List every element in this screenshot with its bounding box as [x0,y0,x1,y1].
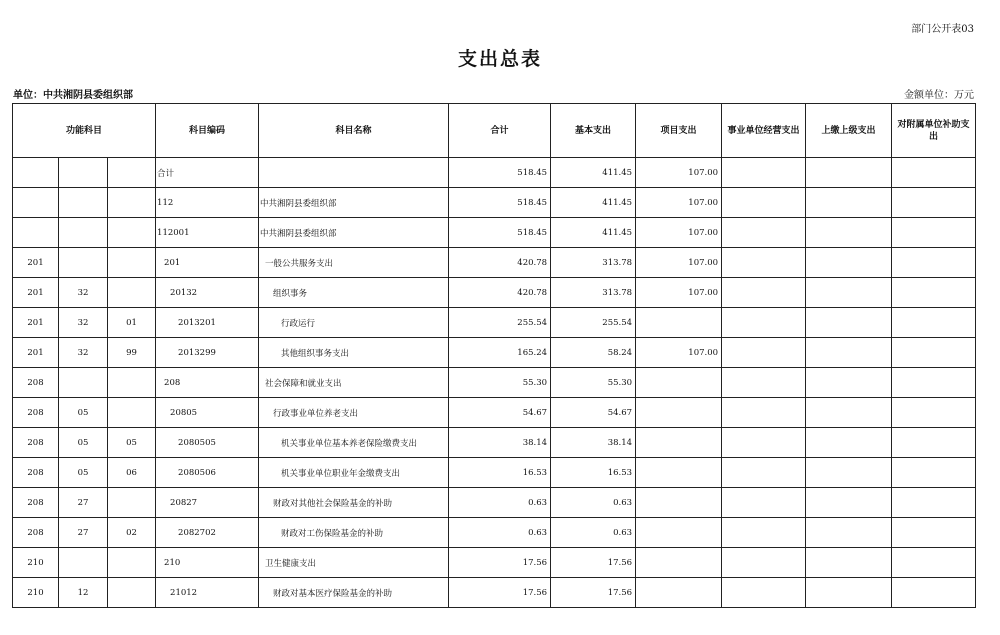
func-sub-cell [108,548,156,578]
name-cell: 中共湘阴县委组织部 [259,218,449,248]
subsidy-cell [892,218,976,248]
upper-cell [806,518,892,548]
project-cell [636,368,722,398]
basic-cell: 411.45 [551,158,636,188]
func-sub-cell: 06 [108,458,156,488]
subsidy-cell [892,578,976,608]
func-sub-cell [108,218,156,248]
func-sub-cell [108,188,156,218]
name-cell: 行政运行 [259,308,449,338]
form-number: 部门公开表03 [911,24,974,35]
project-cell: 107.00 [636,248,722,278]
code-cell: 2082702 [156,518,259,548]
func-item-cell: 05 [59,428,108,458]
project-cell [636,578,722,608]
func-sub-cell [108,158,156,188]
subsidy-cell [892,158,976,188]
upper-cell [806,368,892,398]
total-cell: 518.45 [449,188,551,218]
func-sub-cell [108,488,156,518]
table-row [13,248,976,278]
upper-cell [806,188,892,218]
func-class-cell: 210 [13,548,59,578]
table-row [13,578,976,608]
upper-cell [806,248,892,278]
func-item-cell: 27 [59,488,108,518]
func-class-cell: 208 [13,518,59,548]
project-cell [636,518,722,548]
basic-cell: 55.30 [551,368,636,398]
subsidy-cell [892,398,976,428]
project-cell [636,488,722,518]
func-class-cell: 208 [13,398,59,428]
name-cell: 机关事业单位基本养老保险缴费支出 [259,428,449,458]
operation-cell [722,548,806,578]
subsidy-cell [892,548,976,578]
code-cell: 2080506 [156,458,259,488]
basic-cell: 58.24 [551,338,636,368]
basic-cell: 0.63 [551,488,636,518]
func-item-cell: 05 [59,398,108,428]
code-cell: 2013201 [156,308,259,338]
table-row [13,488,976,518]
name-cell: 财政对工伤保险基金的补助 [259,518,449,548]
project-cell: 107.00 [636,188,722,218]
func-sub-cell [108,578,156,608]
subsidy-cell [892,368,976,398]
name-cell: 一般公共服务支出 [259,248,449,278]
name-cell: 财政对基本医疗保险基金的补助 [259,578,449,608]
name-cell: 卫生健康支出 [259,548,449,578]
header-project: 项目支出 [636,104,722,158]
table-row [13,368,976,398]
total-cell: 17.56 [449,548,551,578]
subsidy-cell [892,458,976,488]
name-cell: 其他组织事务支出 [259,338,449,368]
project-cell: 107.00 [636,158,722,188]
basic-cell: 17.56 [551,548,636,578]
table-row [13,338,976,368]
func-item-cell [59,368,108,398]
subsidy-cell [892,248,976,278]
total-cell: 420.78 [449,248,551,278]
basic-cell: 54.67 [551,398,636,428]
name-cell: 机关事业单位职业年金缴费支出 [259,458,449,488]
basic-cell: 255.54 [551,308,636,338]
operation-cell [722,488,806,518]
header-subsidy: 对附属单位补助支出 [892,104,976,158]
func-class-cell: 208 [13,488,59,518]
name-cell: 行政事业单位养老支出 [259,398,449,428]
table-row [13,458,976,488]
code-cell: 2080505 [156,428,259,458]
basic-cell: 0.63 [551,518,636,548]
code-cell: 112 [156,188,259,218]
total-cell: 16.53 [449,458,551,488]
total-cell: 55.30 [449,368,551,398]
table-row [13,428,976,458]
func-sub-cell [108,278,156,308]
expenditure-table [12,103,976,608]
total-cell: 420.78 [449,278,551,308]
upper-cell [806,488,892,518]
header-upper: 上缴上级支出 [806,104,892,158]
subsidy-cell [892,338,976,368]
table-row [13,398,976,428]
func-class-cell: 201 [13,338,59,368]
name-cell: 组织事务 [259,278,449,308]
func-item-cell: 32 [59,308,108,338]
basic-cell: 17.56 [551,578,636,608]
operation-cell [722,458,806,488]
table-row [13,308,976,338]
func-sub-cell: 02 [108,518,156,548]
subsidy-cell [892,488,976,518]
operation-cell [722,278,806,308]
project-cell [636,428,722,458]
operation-cell [722,398,806,428]
basic-cell: 38.14 [551,428,636,458]
func-item-cell [59,548,108,578]
operation-cell [722,368,806,398]
upper-cell [806,578,892,608]
upper-cell [806,548,892,578]
upper-cell [806,218,892,248]
func-class-cell [13,218,59,248]
name-cell: 中共湘阴县委组织部 [259,188,449,218]
func-class-cell: 210 [13,578,59,608]
operation-cell [722,248,806,278]
project-cell [636,398,722,428]
project-cell [636,308,722,338]
operation-cell [722,428,806,458]
basic-cell: 411.45 [551,188,636,218]
total-cell: 17.56 [449,578,551,608]
func-class-cell: 201 [13,308,59,338]
upper-cell [806,458,892,488]
header-func: 功能科目 [13,104,156,158]
upper-cell [806,428,892,458]
func-sub-cell [108,248,156,278]
upper-cell [806,158,892,188]
code-cell: 20132 [156,278,259,308]
code-cell: 112001 [156,218,259,248]
money-unit-label: 金额单位：万元 [904,90,974,101]
func-class-cell [13,158,59,188]
code-cell: 208 [156,368,259,398]
project-cell [636,548,722,578]
func-item-cell [59,188,108,218]
project-cell: 107.00 [636,218,722,248]
upper-cell [806,338,892,368]
code-cell: 20827 [156,488,259,518]
table-header-row [13,104,976,158]
total-cell: 0.63 [449,488,551,518]
operation-cell [722,158,806,188]
code-cell: 合计 [156,158,259,188]
table-row [13,278,976,308]
header-basic: 基本支出 [551,104,636,158]
page-title: 支出总表 [457,48,542,70]
table-row [13,218,976,248]
operation-cell [722,308,806,338]
func-sub-cell: 01 [108,308,156,338]
name-cell [259,158,449,188]
upper-cell [806,308,892,338]
project-cell: 107.00 [636,278,722,308]
func-class-cell: 208 [13,428,59,458]
func-item-cell: 32 [59,278,108,308]
code-cell: 21012 [156,578,259,608]
name-cell: 社会保障和就业支出 [259,368,449,398]
func-item-cell: 27 [59,518,108,548]
func-sub-cell [108,398,156,428]
subsidy-cell [892,278,976,308]
header-operation: 事业单位经营支出 [722,104,806,158]
table-row [13,158,976,188]
subsidy-cell [892,308,976,338]
operation-cell [722,218,806,248]
total-cell: 38.14 [449,428,551,458]
code-cell: 20805 [156,398,259,428]
total-cell: 255.54 [449,308,551,338]
func-item-cell: 05 [59,458,108,488]
table-row [13,548,976,578]
basic-cell: 313.78 [551,278,636,308]
operation-cell [722,578,806,608]
subsidy-cell [892,188,976,218]
subsidy-cell [892,428,976,458]
func-item-cell: 32 [59,338,108,368]
func-sub-cell [108,368,156,398]
func-class-cell: 201 [13,278,59,308]
upper-cell [806,398,892,428]
total-cell: 165.24 [449,338,551,368]
total-cell: 0.63 [449,518,551,548]
basic-cell: 313.78 [551,248,636,278]
operation-cell [722,338,806,368]
total-cell: 518.45 [449,218,551,248]
subsidy-cell [892,518,976,548]
func-class-cell: 201 [13,248,59,278]
table-row [13,518,976,548]
func-sub-cell: 99 [108,338,156,368]
project-cell: 107.00 [636,338,722,368]
func-item-cell: 12 [59,578,108,608]
unit-label: 单位：中共湘阴县委组织部 [13,90,133,101]
upper-cell [806,278,892,308]
basic-cell: 411.45 [551,218,636,248]
code-cell: 2013299 [156,338,259,368]
code-cell: 210 [156,548,259,578]
operation-cell [722,188,806,218]
table-row [13,188,976,218]
func-item-cell [59,218,108,248]
func-item-cell [59,248,108,278]
func-sub-cell: 05 [108,428,156,458]
func-class-cell: 208 [13,458,59,488]
header-total: 合计 [449,104,551,158]
basic-cell: 16.53 [551,458,636,488]
header-name: 科目名称 [259,104,449,158]
name-cell: 财政对其他社会保险基金的补助 [259,488,449,518]
header-code: 科目编码 [156,104,259,158]
code-cell: 201 [156,248,259,278]
project-cell [636,458,722,488]
total-cell: 54.67 [449,398,551,428]
operation-cell [722,518,806,548]
func-item-cell [59,158,108,188]
total-cell: 518.45 [449,158,551,188]
func-class-cell [13,188,59,218]
func-class-cell: 208 [13,368,59,398]
